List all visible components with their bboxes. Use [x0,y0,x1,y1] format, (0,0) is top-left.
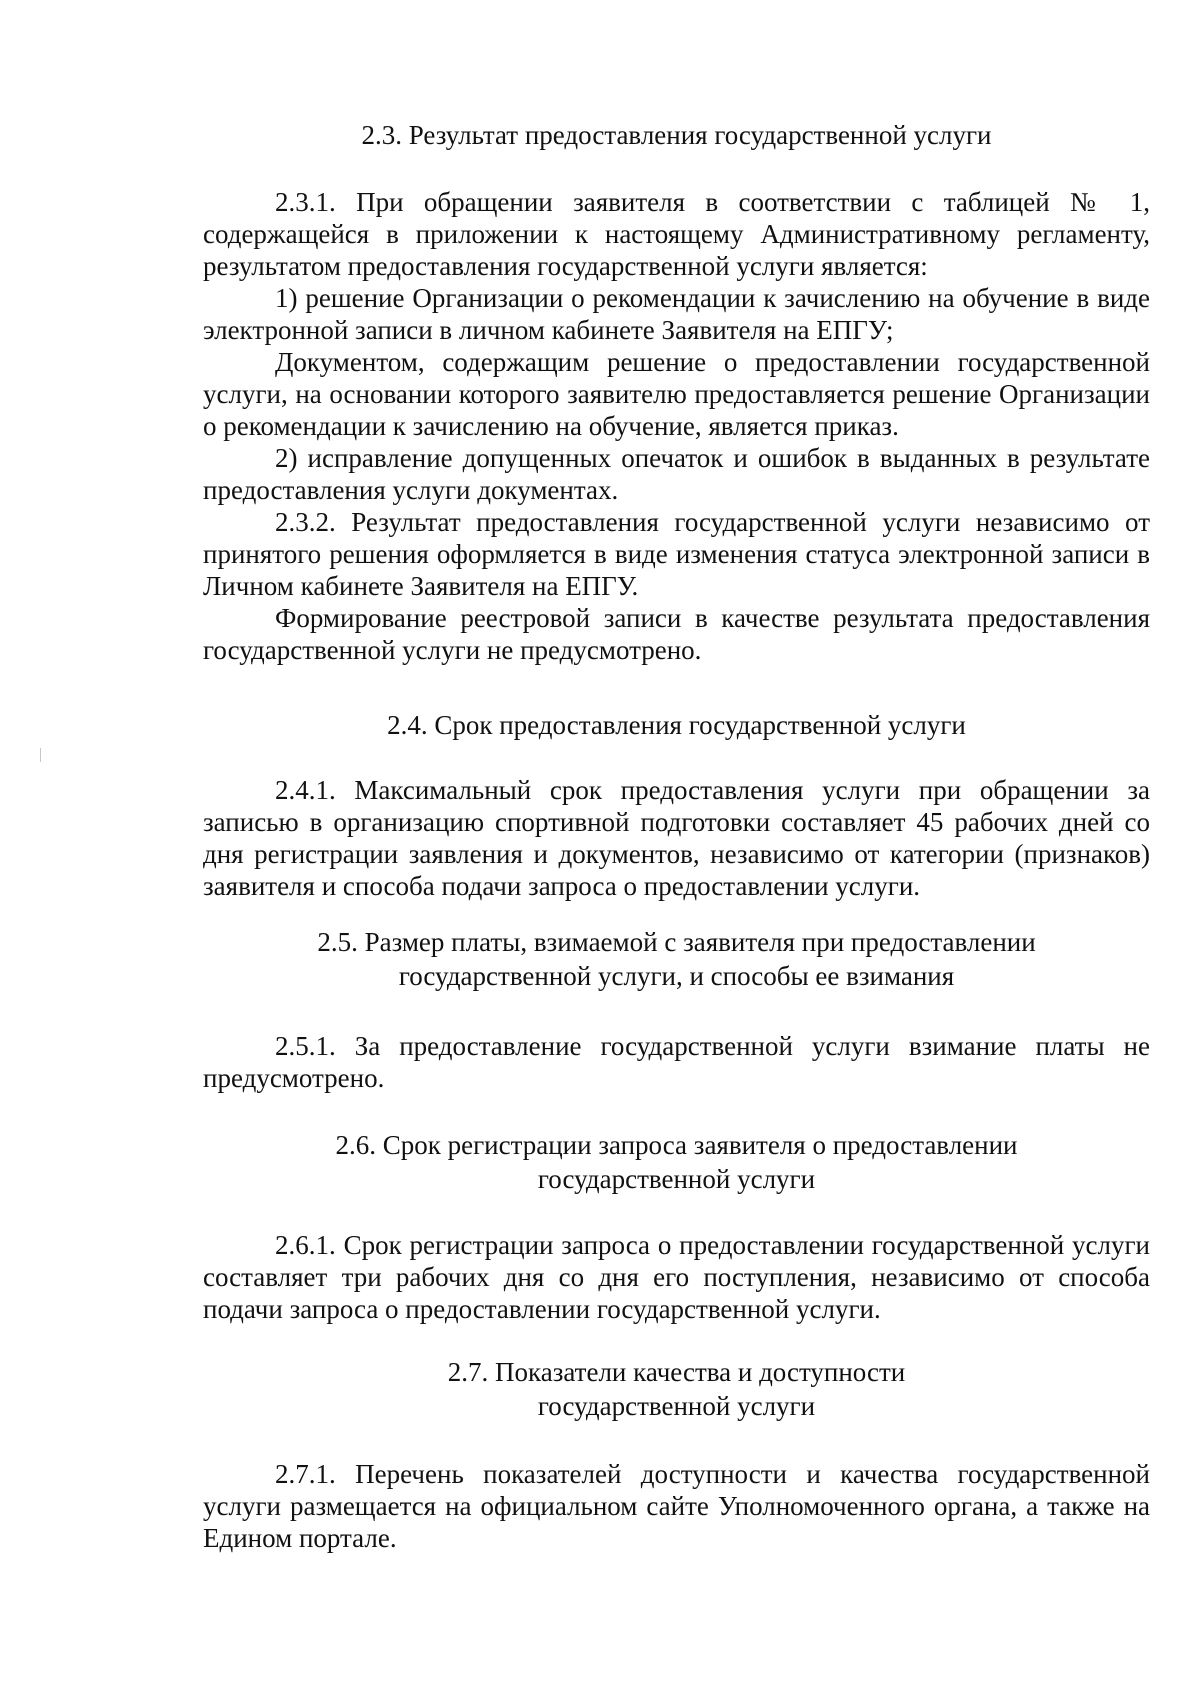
section-2-6-body [203,1229,1150,1325]
paragraph-2-3-1: 2.3.1. При обращении заявителя в соответствии с таблицей № 1, содержащейся в приложении к настоящему Административному регламенту, результатом предоставления государственной услуги является: [203,187,1150,281]
paragraph-2-7-1: 2.7.1. Перечень показателей доступности и качества государственной услуги размещается на официальном сайте Уполномоченного органа, а также на Едином портале. [203,1459,1150,1553]
section-2-4-heading-text: 2.4. Срок предоставления государственной услуги [387,710,966,740]
section-2-5-heading-line-2: государственной услуги, и способы ее взимания [398,961,955,991]
section-2-7-heading-line-2: государственной услуги [537,1391,816,1421]
paragraph-2-3-2-registry: Формирование реестровой записи в качестве результата предоставления государственной услуги не предусмотрено. [203,603,1150,665]
scan-artifact-mark [40,748,41,762]
section-2-4-heading [203,708,1150,742]
section-2-6-heading-line-1: 2.6. Срок регистрации запроса заявителя о предоставлении [335,1130,1018,1160]
section-2-4-body [203,774,1150,902]
section-2-5-body [203,1030,1150,1094]
section-2-6-heading [203,1128,1150,1196]
section-2-7-body [203,1458,1150,1554]
section-2-3-heading [203,118,1150,152]
section-2-7-heading-line-1: 2.7. Показатели качества и доступности [447,1357,906,1387]
paragraph-2-5-1: 2.5.1. За предоставление государственной услуги взимание платы не предусмотрено. [203,1031,1150,1093]
section-2-6-heading-line-2: государственной услуги [537,1164,816,1194]
section-2-3-heading-text: 2.3. Результат предоставления государственной услуги [361,120,992,150]
paragraph-2-4-1: 2.4.1. Максимальный срок предоставления услуги при обращении за записью в организацию спортивной подготовки составляет 45 рабочих дней со дня регистрации заявления и документов, независимо от категории (признаков) заявителя и способа подачи запроса о предоставлении услуги. [203,775,1150,901]
paragraph-2-3-2: 2.3.2. Результат предоставления государственной услуги независимо от принятого решения оформляется в виде изменения статуса электронной записи в Личном кабинете Заявителя на ЕПГУ. [203,507,1150,601]
section-2-7-heading [203,1355,1150,1423]
section-2-5-heading [203,925,1150,993]
paragraph-2-6-1: 2.6.1. Срок регистрации запроса о предоставлении государственной услуги составляет три рабочих дня со дня его поступления, независимо от способа подачи запроса о предоставлении государственной услуги. [203,1230,1150,1324]
paragraph-2-3-1-item-1: 1) решение Организации о рекомендации к зачислению на обучение в виде электронной записи в личном кабинете Заявителя на ЕПГУ; [203,283,1150,345]
section-2-5-heading-line-1: 2.5. Размер платы, взимаемой с заявителя при предоставлении [317,927,1036,957]
section-2-3-body [203,186,1150,666]
paragraph-2-3-1-document: Документом, содержащим решение о предоставлении государственной услуги, на основании которого заявителю предоставляется решение Организации о рекомендации к зачислению на обучение, является приказ. [203,347,1150,441]
paragraph-2-3-1-item-2: 2) исправление допущенных опечаток и ошибок в выданных в результате предоставления услуги документах. [203,443,1150,505]
